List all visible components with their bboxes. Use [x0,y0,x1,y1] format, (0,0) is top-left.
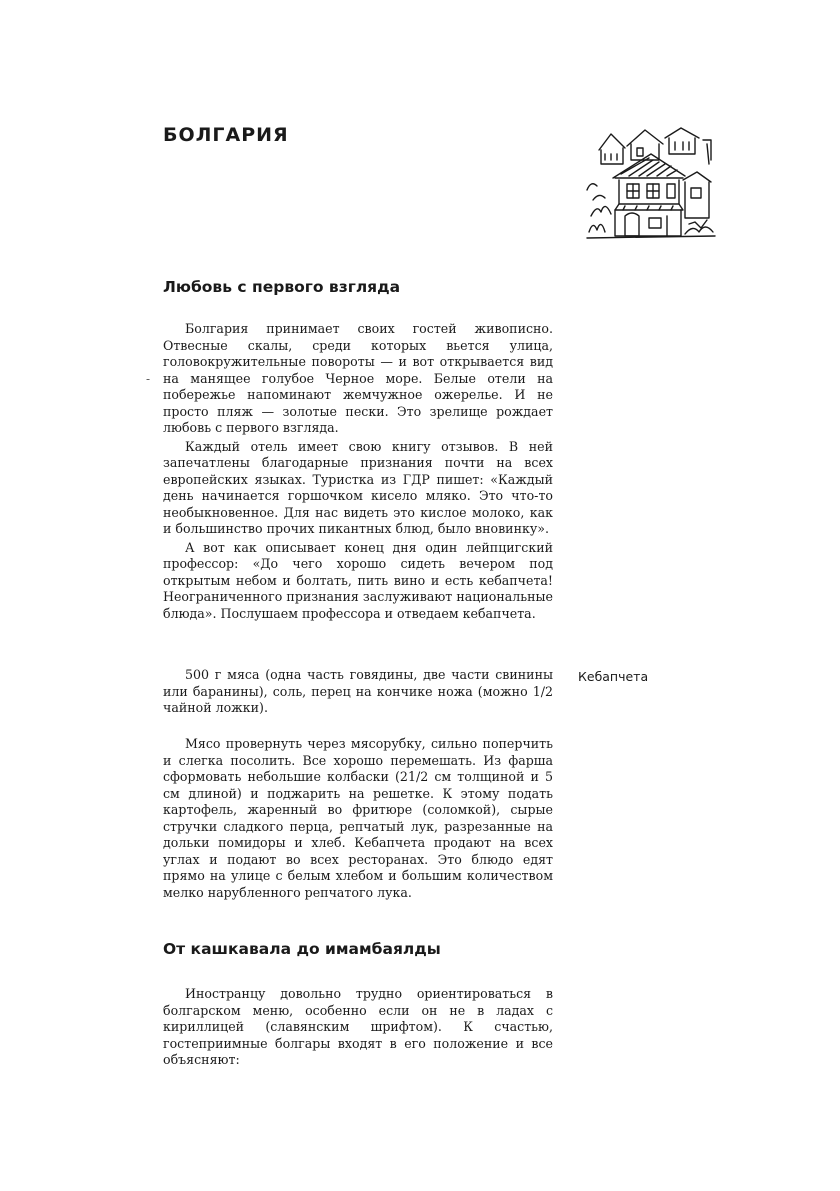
recipe-ingredients-block [163,667,553,717]
paragraph: А вот как описывает конец дня один лейпцигский профессор: «До чего хорошо сидеть вечером под открытым небом и болтать, пить вино и есть кебапчета! Неограниченного признания заслуживают национальные блюда». Послушаем профессора и отведаем кебапчета. [163,539,553,621]
village-house-sketch-icon [585,120,717,245]
section-heading-love-at-first-sight: Любовь с первого взгляда [163,278,401,296]
margin-mark: ‐ [146,372,151,386]
paragraph: Болгария принимает своих гостей живописно. Отвесные скалы, среди которых вьется улица, головокружительные повороты — и вот открывается вид на манящее голубое Черное море. Белые отели на побережье напоминают жемчужное ожерелье. И не просто пляж — золотые пески. Это зрелище рождает любовь с первого взгляда. [163,321,553,435]
paragraph: Иностранцу довольно трудно ориентироваться в болгарском меню, особенно если он не в ладах с кириллицей (славянским шрифтом). К счастью, гостеприимные болгары входят в его положение и все объясняют: [163,986,553,1067]
recipe-name-margin-note: Кебапчета [578,669,649,684]
chapter-title: БОЛГАРИЯ [163,124,289,146]
section2-body [163,986,553,1069]
section-heading-kashkaval: От кашкавала до имамбаялды [163,940,441,958]
section1-body [163,321,553,622]
paragraph: Каждый отель имеет свою книгу отзывов. В ней запечатлены благодарные признания почти на всех европейских языках. Туристка из ГДР пишет: «Каждый день начинается горшочком кисело мляко. Это что-то необыкновенное. Для нас видеть это кислое молоко, как и большинство прочих пикантных блюд, было вновинку». [163,438,553,536]
recipe-method: Мясо провернуть через мясорубку, сильно поперчить и слегка посолить. Все хорошо перемешать. Из фарша сформовать небольшие колбаски (21/2 см толщиной и 5 см длиной) и поджарить на решетке. К этому подать картофель, жаренный во фритюре (соломкой), сырые стручки сладкого перца, репчатый лук, разрезанные на дольки помидоры и хлеб. Кебапчета продают на всех углах и подают во всех ресторанах. Это блюдо едят прямо на улице с белым хлебом и большим количеством мелко нарубленного репчатого лука. [163,736,553,900]
recipe-method-block [163,736,553,901]
recipe-ingredients: 500 г мяса (одна часть говядины, две части свинины или баранины), соль, перец на кончике ножа (можно 1/2 чайной ложки). [163,667,553,715]
